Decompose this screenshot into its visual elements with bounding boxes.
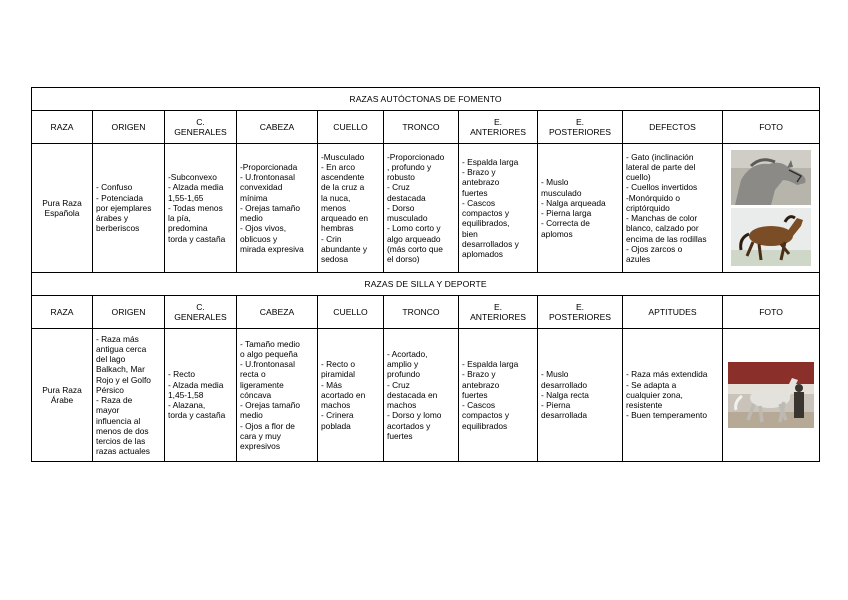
header-tronco: TRONCO — [384, 111, 459, 144]
header-anteriores: E. ANTERIORES — [459, 296, 538, 329]
cell-tronco-espanola: -Proporcionado , profundo y robusto - Cruz destacada - Dorso musculado - Lomo corto y algo arqueado (más corto que el dorso) — [384, 144, 459, 273]
cell-origen-espanola: - Confuso - Potenciada por ejemplares árabes y berberiscos — [93, 144, 165, 273]
header-cabeza: CABEZA — [237, 296, 318, 329]
cell-foto-arabe — [723, 329, 820, 462]
header-raza: RAZA — [32, 296, 93, 329]
header-posteriores: E. POSTERIORES — [538, 296, 623, 329]
cell-cabeza-arabe: - Tamaño medio o algo pequeña - U.frontonasal recta o ligeramente cóncava - Orejas tamaño medio - Ojos a flor de cara y muy expresivos — [237, 329, 318, 462]
header-cabeza: CABEZA — [237, 111, 318, 144]
header-foto: FOTO — [723, 296, 820, 329]
header-posteriores: E. POSTERIORES — [538, 111, 623, 144]
header-cuello: CUELLO — [318, 111, 384, 144]
cell-foto-espanola — [723, 144, 820, 273]
cell-raza-espanola: Pura Raza Española — [32, 144, 93, 273]
horse-photo-grey-head — [731, 150, 811, 205]
header-cuello: CUELLO — [318, 296, 384, 329]
breeds-table — [31, 87, 820, 462]
section-title-silla: RAZAS DE SILLA Y DEPORTE — [32, 273, 820, 296]
header-anteriores: E. ANTERIORES — [459, 111, 538, 144]
header-tronco: TRONCO — [384, 296, 459, 329]
horse-photo-grey-arabian — [728, 362, 814, 428]
cell-defectos-espanola: - Gato (inclinación lateral de parte del cuello) - Cuellos invertidos -Monórquido o criptórquido - Manchas de color blanco, calzado por encima de las rodillas - Ojos zarcos o azules — [623, 144, 723, 273]
cell-generales-espanola: -Subconvexo - Alzada media 1,55-1,65 - Todas menos la pía, predomina torda y castaña — [165, 144, 237, 273]
header-defectos: DEFECTOS — [623, 111, 723, 144]
cell-cuello-espanola: -Musculado - En arco ascendente de la cruz a la nuca, menos arqueado en hembras - Crin abundante y sedosa — [318, 144, 384, 273]
cell-aptitudes-arabe: - Raza más extendida - Se adapta a cualquier zona, resistente - Buen temperamento — [623, 329, 723, 462]
cell-anteriores-espanola: - Espalda larga - Brazo y antebrazo fuertes - Cascos compactos y equilibrados, bien desarrollados y aplomados — [459, 144, 538, 273]
header-generales: C. GENERALES — [165, 296, 237, 329]
header-raza: RAZA — [32, 111, 93, 144]
cell-posteriores-espanola: - Muslo musculado - Nalga arqueada - Pierna larga - Correcta de aplomos — [538, 144, 623, 273]
cell-cuello-arabe: - Recto o piramidal - Más acortado en machos - Crinera poblada — [318, 329, 384, 462]
cell-cabeza-espanola: -Proporcionada - U.frontonasal convexidad mínima - Orejas tamaño medio - Ojos vivos, oblicuos y mirada expresiva — [237, 144, 318, 273]
section-title-fomento: RAZAS AUTÓCTONAS DE FOMENTO — [32, 88, 820, 111]
header-origen: ORIGEN — [93, 296, 165, 329]
header-generales: C. GENERALES — [165, 111, 237, 144]
cell-origen-arabe: - Raza más antigua cerca del lago Balkach, Mar Rojo y el Golfo Pérsico - Raza de mayor influencia al menos de dos tercios de las razas actuales — [93, 329, 165, 462]
cell-anteriores-arabe: - Espalda larga - Brazo y antebrazo fuertes - Cascos compactos y equilibrados — [459, 329, 538, 462]
cell-generales-arabe: - Recto - Alzada media 1,45-1,58 - Alazana, torda y castaña — [165, 329, 237, 462]
horse-photo-bay-trotting — [731, 208, 811, 266]
header-origen: ORIGEN — [93, 111, 165, 144]
header-foto: FOTO — [723, 111, 820, 144]
header-aptitudes: APTITUDES — [623, 296, 723, 329]
cell-posteriores-arabe: - Muslo desarrollado - Nalga recta - Pierna desarrollada — [538, 329, 623, 462]
cell-raza-arabe: Pura Raza Árabe — [32, 329, 93, 462]
cell-tronco-arabe: - Acortado, amplio y profundo - Cruz destacada en machos - Dorso y lomo acortados y fuertes — [384, 329, 459, 462]
